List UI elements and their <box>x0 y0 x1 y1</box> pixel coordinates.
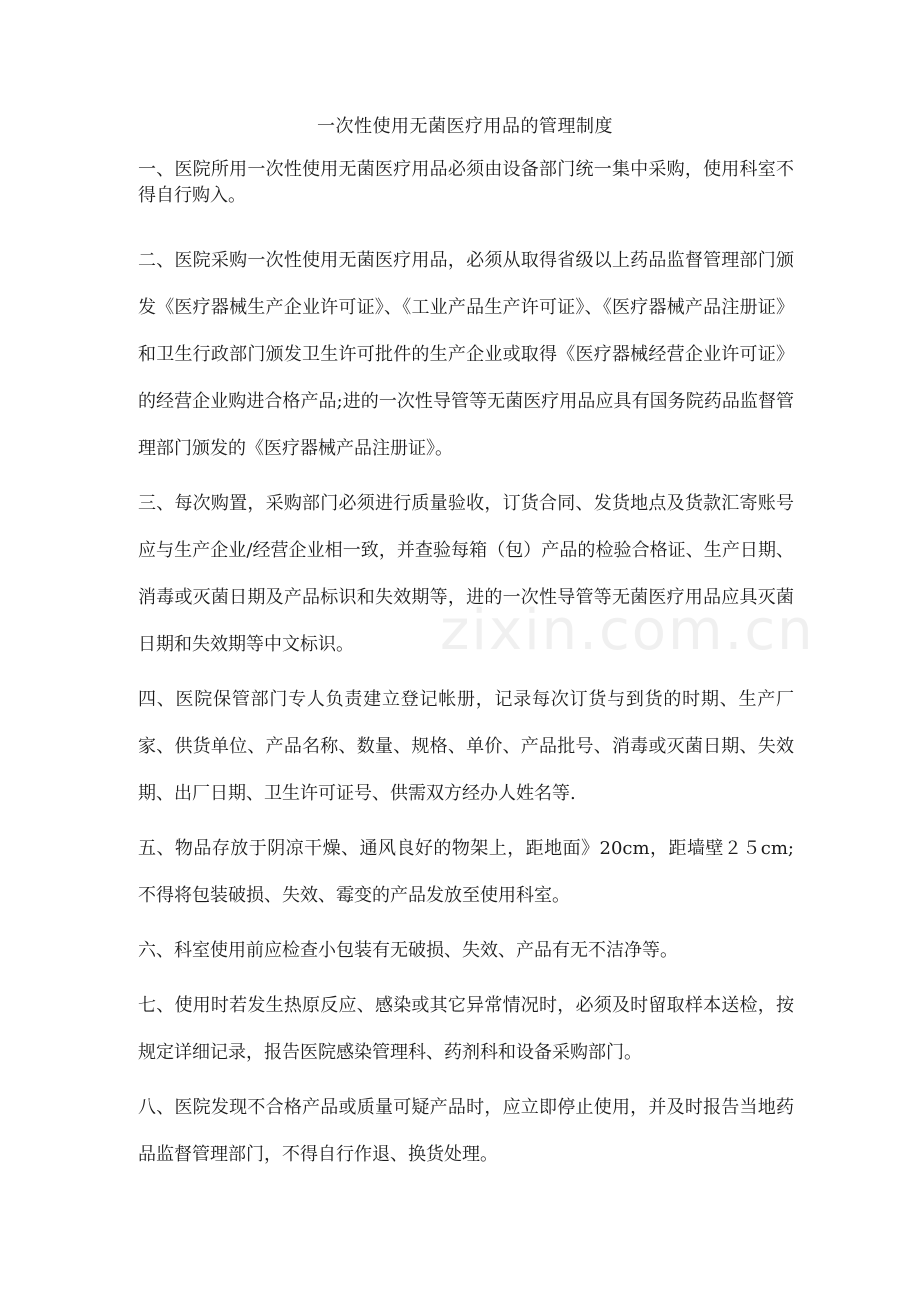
paragraph-4: 四、医院保管部门专人负责建立登记帐册，记录每次订货与到货的时期、生产厂家、供货单位、产品名称、数量、规格、单价、产品批号、消毒或灭菌日期、失效期、出厂日期、卫生许可证号、供需双方经办人姓名等. <box>138 689 794 804</box>
paragraph-3: 三、每次购置，采购部门必须进行质量验收，订货合同、发货地点及货款汇寄账号应与生产企业/经营企业相一致，并查验每箱（包）产品的检验合格证、生产日期、消毒或灭菌日期及产品标识和失效期等，进的一次性导管等无菌医疗用品应具灭菌日期和失效期等中文标识。 <box>138 493 794 655</box>
paragraph-1: 一、医院所用一次性使用无菌医疗用品必须由设备部门统一集中采购，使用科室不得自行购入。 <box>138 159 794 206</box>
paragraph-5: 五、物品存放于阴凉干燥、通风良好的物架上，距地面》20cm，距墙壁２５cm;不得将包装破损、失效、霉变的产品发放至使用科室。 <box>138 838 794 906</box>
document-title: 一次性使用无菌医疗用品的管理制度 <box>317 116 613 137</box>
paragraph-8: 八、医院发现不合格产品或质量可疑产品时，应立即停止使用，并及时报告当地药品监督管理部门，不得自行作退、换货处理。 <box>138 1097 794 1165</box>
paragraph-2: 二、医院采购一次性使用无菌医疗用品，必须从取得省级以上药品监督管理部门颁发《医疗器械生产企业许可证》、《工业产品生产许可证》、《医疗器械产品注册证》和卫生行政部门颁发卫生许可批件的生产企业或取得《医疗器械经营企业许可证》的经营企业购进合格产品;进的一次性导管等无菌医疗用品应具有国务院药品监督管理部门颁发的《医疗器械产品注册证》。 <box>138 250 794 459</box>
paragraph-7: 七、使用时若发生热原反应、感染或其它异常情况时，必须及时留取样本送检，按规定详细记录，报告医院感染管理科、药剂科和设备采购部门。 <box>138 995 794 1063</box>
paragraph-6: 六、科室使用前应检查小包装有无破损、失效、产品有无不洁净等。 <box>138 940 678 961</box>
watermark: zixin.com.cn <box>440 598 815 663</box>
document-body <box>138 157 794 1186</box>
